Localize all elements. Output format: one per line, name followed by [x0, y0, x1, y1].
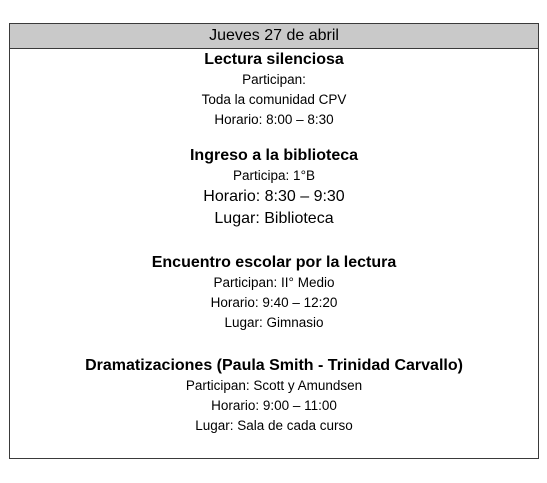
event-participants: Toda la comunidad CPV [201, 92, 347, 107]
event-dramatizaciones [10, 356, 538, 436]
event-location: Lugar: Biblioteca [214, 210, 334, 227]
event-encuentro-escolar [10, 253, 538, 333]
event-lectura-silenciosa [10, 50, 538, 130]
event-participants: Participan: Scott y Amundsen [185, 378, 363, 393]
event-time: Horario: 9:00 – 11:00 [211, 398, 337, 413]
event-title: Ingreso a la biblioteca [189, 147, 359, 164]
event-time: Horario: 8:00 – 8:30 [214, 112, 334, 127]
event-ingreso-biblioteca [10, 146, 538, 230]
event-participants-label: Participan: [242, 72, 306, 87]
event-participants: Participan: II° Medio [213, 275, 335, 290]
event-time: Horario: 8:30 – 9:30 [203, 188, 345, 205]
event-location: Lugar: Sala de cada curso [195, 418, 353, 433]
event-title: Dramatizaciones (Paula Smith - Trinidad Carvallo) [85, 357, 463, 374]
event-participants: Participa: 1°B [233, 168, 315, 183]
event-time: Horario: 9:40 – 12:20 [210, 295, 338, 310]
event-title: Encuentro escolar por la lectura [151, 254, 397, 271]
schedule-table [9, 23, 539, 459]
day-header: Jueves 27 de abril [10, 24, 538, 49]
event-title: Lectura silenciosa [204, 51, 344, 68]
event-location: Lugar: Gimnasio [224, 315, 324, 330]
